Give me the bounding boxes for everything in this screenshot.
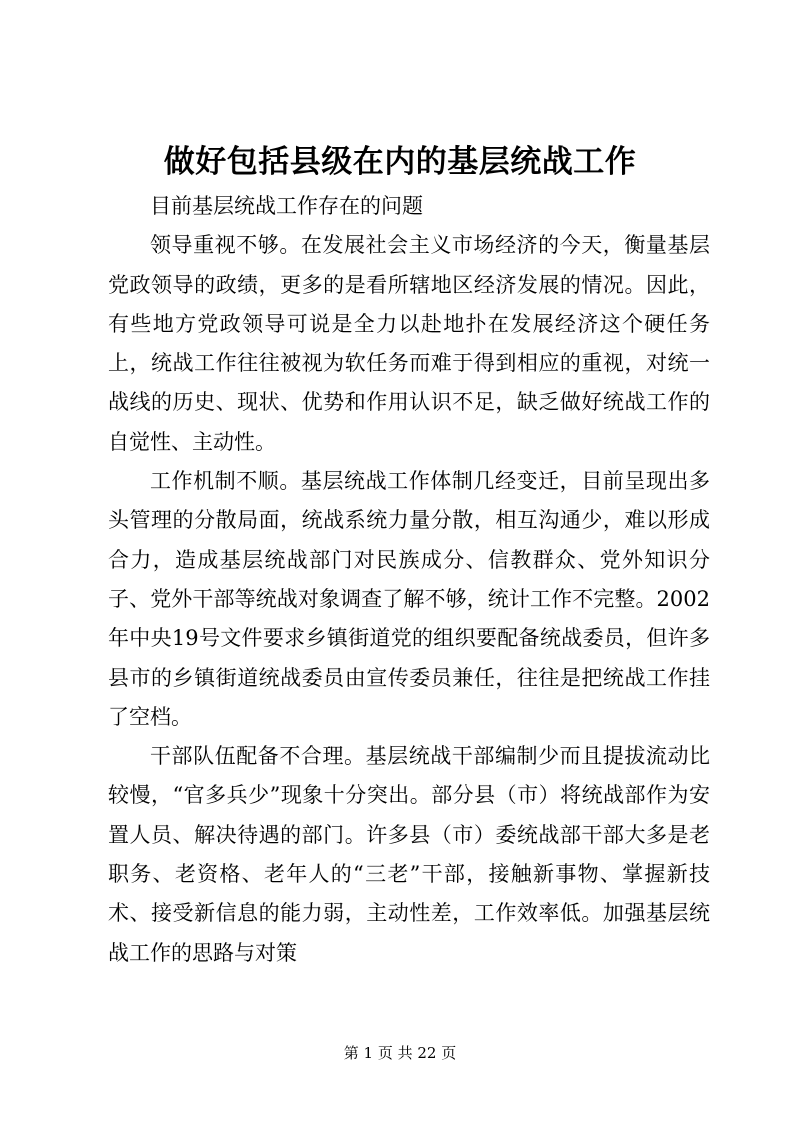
document-body — [108, 187, 710, 973]
paragraph-leadership: 领导重视不够。在发展社会主义市场经济的今天，衡量基层党政领导的政绩，更多的是看所辖地区经济发展的情况。因此，有些地方党政领导可说是全力以赴地扑在发展经济这个硬任务上，统战工作往往被视为软任务而难于得到相应的重视，对统一战线的历史、现状、优势和作用认识不足，缺乏做好统战工作的自觉性、主动性。 — [108, 233, 710, 454]
paragraph-staffing: 干部队伍配备不合理。基层统战干部编制少而且提拔流动比较慢，“官多兵少”现象十分突出。部分县（市）将统战部作为安置人员、解决待遇的部门。许多县（市）委统战部干部大多是老职务、老资格、老年人的“三老”干部，接触新事物、掌握新技术、接受新信息的能力弱，主动性差，工作效率低。加强基层统战工作的思路与对策 — [108, 744, 710, 965]
paragraph-mechanism: 工作机制不顺。基层统战工作体制几经变迁，目前呈现出多头管理的分散局面，统战系统力量分散，相互沟通少，难以形成合力，造成基层统战部门对民族成分、信教群众、党外知识分子、党外干部等统战对象调查了解不够，统计工作不完整。2002年中央19号文件要求乡镇街道党的组织要配备统战委员，但许多县市的乡镇街道统战委员由宣传委员兼任，往往是把统战工作挂了空档。 — [108, 469, 710, 729]
document-title: 做好包括县级在内的基层统战工作 — [163, 144, 637, 180]
page-footer: 第 1 页 共 22 页 — [343, 1044, 457, 1062]
section-subheading: 目前基层统战工作存在的问题 — [150, 194, 423, 218]
